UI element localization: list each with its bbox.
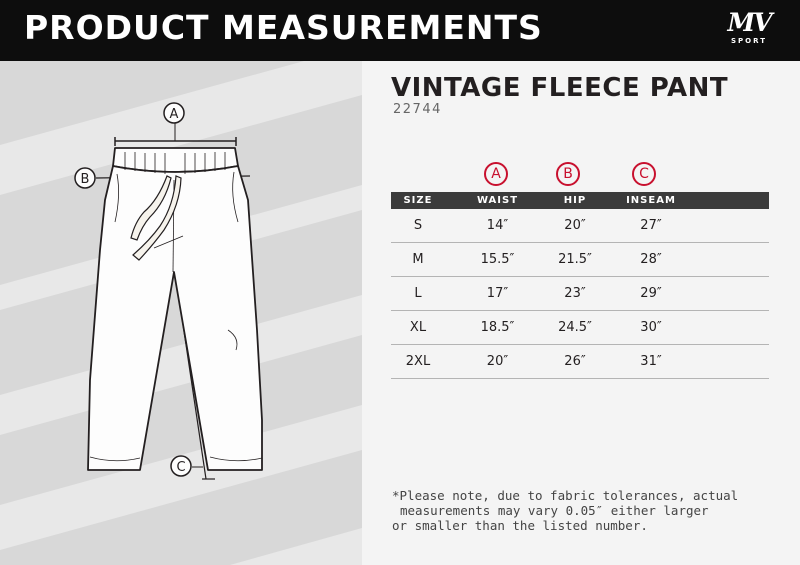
size-table — [391, 192, 769, 379]
marker-b-hip: B — [556, 162, 580, 186]
brand-logo — [724, 10, 774, 46]
cell-inseam: 27″ — [640, 218, 662, 233]
cell-hip: 23″ — [564, 286, 586, 301]
svg-text:C: C — [176, 460, 186, 475]
table-row — [391, 345, 769, 379]
page-title: PRODUCT MEASUREMENTS — [24, 8, 543, 47]
cell-size: XL — [409, 320, 427, 335]
header-size: SIZE — [403, 195, 433, 206]
table-row — [391, 243, 769, 277]
marker-c-illus — [171, 456, 191, 476]
fabric-tolerance-note — [392, 488, 792, 533]
cell-waist: 20″ — [486, 354, 509, 369]
cell-waist: 14″ — [486, 218, 509, 233]
note-line: measurements may vary 0.05″ either larger — [400, 503, 709, 518]
cell-hip: 24.5″ — [558, 320, 592, 335]
marker-c-inseam: C — [632, 162, 656, 186]
table-row — [391, 209, 769, 243]
svg-text:A: A — [169, 107, 179, 122]
illustration-panel — [0, 61, 362, 565]
cell-inseam: 29″ — [640, 286, 662, 301]
table-header — [391, 192, 769, 209]
cell-size: L — [414, 286, 422, 301]
header-inseam: INSEAM — [626, 195, 676, 206]
header-hip: HIP — [563, 195, 587, 206]
cell-hip: 26″ — [564, 354, 586, 369]
product-code: 22744 — [393, 102, 442, 117]
cell-waist: 15.5″ — [480, 252, 515, 267]
cell-size: S — [413, 218, 423, 233]
table-row — [391, 277, 769, 311]
cell-size: 2XL — [405, 354, 431, 369]
cell-inseam: 28″ — [640, 252, 662, 267]
note-line: or smaller than the listed number. — [392, 518, 648, 533]
header-bar — [0, 0, 800, 61]
pant-illustration — [0, 61, 362, 565]
cell-hip: 20″ — [564, 218, 586, 233]
cell-inseam: 30″ — [640, 320, 662, 335]
cell-hip: 21.5″ — [558, 252, 592, 267]
product-name: VINTAGE FLEECE PANT — [391, 73, 729, 103]
cell-waist: 18.5″ — [480, 320, 515, 335]
marker-a-illus — [164, 103, 184, 123]
marker-b-illus — [75, 168, 95, 188]
cell-inseam: 31″ — [640, 354, 662, 369]
logo-mark: MV — [727, 8, 771, 37]
table-row — [391, 311, 769, 345]
marker-a-waist: A — [484, 162, 508, 186]
cell-size: M — [412, 252, 424, 267]
header-waist: WAIST — [476, 195, 519, 206]
svg-text:B: B — [80, 172, 90, 187]
note-line: *Please note, due to fabric tolerances, actual — [392, 488, 739, 503]
logo-sub: SPORT — [731, 37, 767, 45]
cell-waist: 17″ — [486, 286, 509, 301]
